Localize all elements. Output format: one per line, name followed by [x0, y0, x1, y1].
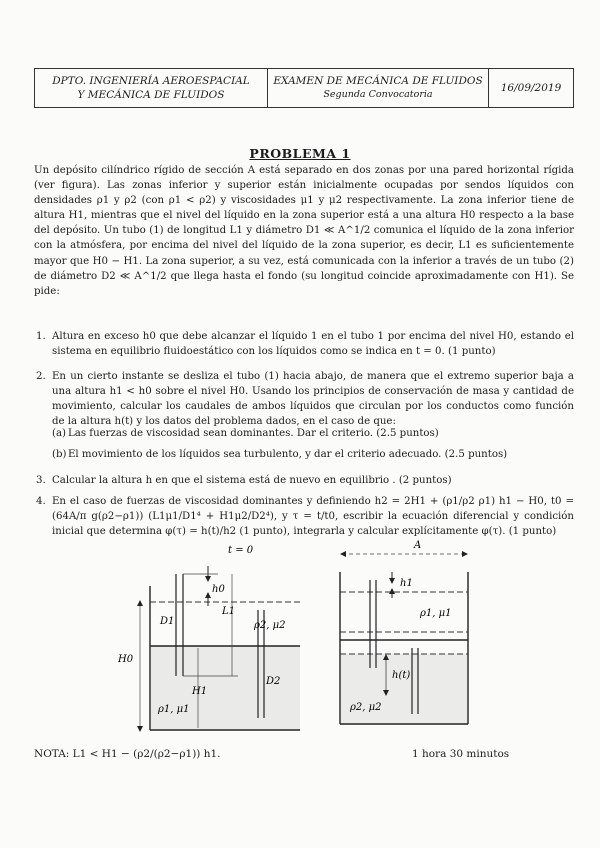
question-1 — [36, 329, 574, 359]
question-number: 1. — [36, 331, 46, 342]
rho2-mu2-label: ρ2, μ2 — [254, 620, 286, 631]
rho2-mu2-label: ρ2, μ2 — [350, 702, 382, 713]
H1-label: H1 — [192, 686, 208, 697]
L1-label: L1 — [222, 606, 236, 617]
time-limit: 1 hora 30 minutos — [412, 748, 510, 760]
subitem-text: El movimiento de los líquidos sea turbulento, y dar el criterio adecuado. (2.5 puntos) — [68, 449, 508, 460]
h1-label: h1 — [400, 578, 413, 589]
rho1-mu1-label: ρ1, μ1 — [420, 608, 452, 619]
question-3 — [36, 473, 574, 488]
exam-session: Segunda Convocatoria — [323, 89, 433, 100]
problem-statement: Un depósito cilíndrico rígido de sección A está separado en dos zonas por una pared horizontal rígida (ver figura). Las zonas inferior y superior están inicialmente ocupadas por sendos líquidos con densidades ρ1 y ρ2 (con ρ1 < ρ2) y viscosidades μ1 y μ2 respectivamente. La zona inferior tiene de altura H1, mientras que el nivel del líquido en la zona superior está a una altura H0 respecto a la base del depósito. Un tubo (1) de longitud L1 y diámetro D1 ≪ A^1/2 comunica el líquido de la zona inferior con la atmósfera, por encima del nivel del líquido de la zona superior, es decir, L1 es suficientemente mayor que H0 − H1. La zona superior, a su vez, está comunicada con la inferior a través de un tubo (2) de diámetro D2 ≪ A^1/2 que llega hasta el fondo (su longitud coincide aproximadamente con H1). Se pide: — [34, 165, 574, 297]
h0-label: h0 — [212, 584, 225, 595]
department-cell — [35, 69, 268, 107]
H0-label: H0 — [118, 654, 134, 665]
time-label: t = 0 — [228, 545, 254, 556]
question-text: Altura en exceso h0 que debe alcanzar el líquido 1 en el tubo 1 por encima del nivel H0, estando el sistema en equilibrio fluidoestático con los líquidos como se indica en t = 0. (1 punto) — [52, 331, 574, 358]
figure-initial-state — [0, 536, 300, 746]
date-cell — [489, 69, 573, 107]
ht-label: h(t) — [392, 670, 411, 681]
exam-title-cell — [268, 69, 489, 107]
question-4 — [36, 494, 574, 539]
area-label: A — [414, 540, 422, 551]
question-text: En un cierto instante se desliza el tubo (1) hacia abajo, de manera que el extremo superior baja a una altura h1 < h0 sobre el nivel H0. Usando los principios de conservación de masa y cantidad de movimiento, calcular los caudales de ambos líquidos que circulan por los conductos como función de la altura h(t) y los datos del problema dados, en el caso de que: — [52, 371, 574, 428]
subitem-text: Las fuerzas de viscosidad sean dominantes. Dar el criterio. (2.5 puntos) — [68, 428, 439, 439]
department-line-1: DPTO. INGENIERÍA AEROESPACIAL — [52, 75, 250, 87]
question-text: Calcular la altura h en que el sistema está de nuevo en equilibrio . (2 puntos) — [52, 475, 452, 486]
D2-label: D2 — [266, 676, 281, 687]
exam-header — [34, 68, 574, 108]
question-number: 4. — [36, 496, 46, 507]
rho1-mu1-label: ρ1, μ1 — [158, 704, 190, 715]
note: NOTA: L1 < H1 − (ρ2/(ρ2−ρ1)) h1. — [34, 748, 221, 760]
subitem-a — [52, 426, 574, 441]
D1-label: D1 — [160, 616, 175, 627]
question-2 — [36, 369, 574, 429]
figure-displaced-state — [300, 536, 600, 746]
question-number: 3. — [36, 475, 46, 486]
department-line-2: Y MECÁNICA DE FLUIDOS — [77, 89, 225, 101]
question-text: En el caso de fuerzas de viscosidad dominantes y definiendo h2 = 2H1 + (ρ1/ρ2 ρ1) h1 − H0, t0 = (64A/π g(ρ2−ρ1)) (L1μ1/D1⁴ + H1μ2/D2⁴), y τ = t/t0, escribir la ecuación diferencial y condición inicial que determina φ(τ) = h(t)/h2 (1 punto), integrarla y calcular explícitamente φ(τ). (1 punto) — [52, 496, 574, 538]
exam-date: 16/09/2019 — [500, 82, 562, 94]
subitem-label: (b) — [52, 449, 67, 460]
subitem-label: (a) — [52, 428, 67, 439]
question-number: 2. — [36, 371, 46, 382]
problem-title: PROBLEMA 1 — [249, 146, 351, 161]
exam-title: EXAMEN DE MECÁNICA DE FLUIDOS — [273, 75, 483, 87]
subitem-b — [52, 447, 574, 462]
